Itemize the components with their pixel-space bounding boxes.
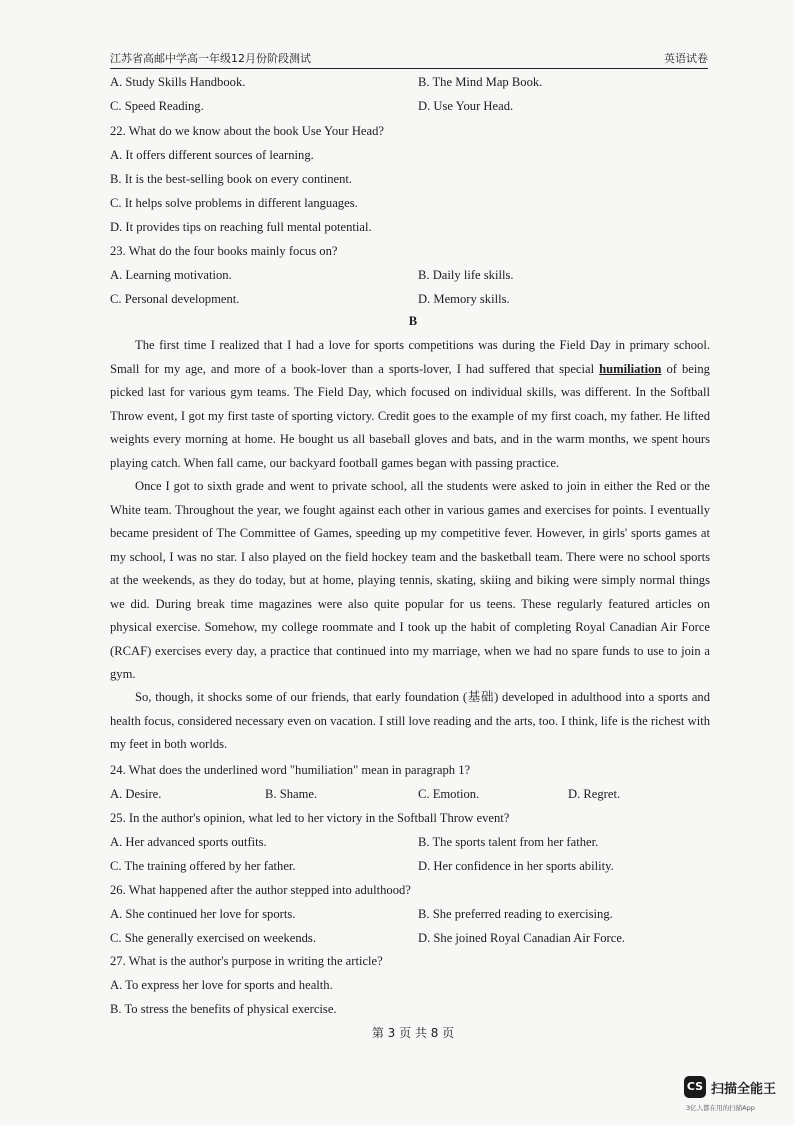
page-number: 第 3 页 共 8 页 xyxy=(371,1026,455,1040)
header-subject: 英语试卷 xyxy=(664,52,708,65)
q23-option-a: A. Learning motivation. xyxy=(110,268,232,282)
q24-option-a: A. Desire. xyxy=(110,787,162,801)
q21-option-c: C. Speed Reading. xyxy=(110,99,204,113)
passage-paragraph-2 xyxy=(110,475,710,687)
q26-option-a: A. She continued her love for sports. xyxy=(110,907,296,921)
q22-option-d: D. It provides tips on reaching full mental potential. xyxy=(110,220,372,234)
q25-option-c: C. The training offered by her father. xyxy=(110,859,296,873)
passage-paragraph-1 xyxy=(110,334,710,475)
q26-option-c: C. She generally exercised on weekends. xyxy=(110,931,316,945)
watermark-tagline: 3亿人都在用的扫描App xyxy=(686,1104,755,1112)
q27-option-a: A. To express her love for sports and health. xyxy=(110,978,333,992)
q24-option-b: B. Shame. xyxy=(265,787,318,801)
q23-option-b: B. Daily life skills. xyxy=(418,268,514,282)
q21-option-a: A. Study Skills Handbook. xyxy=(110,75,246,89)
q23-stem: 23. What do the four books mainly focus on? xyxy=(110,244,338,258)
q23-option-c: C. Personal development. xyxy=(110,292,240,306)
q25-option-a: A. Her advanced sports outfits. xyxy=(110,835,267,849)
section-b-heading: B xyxy=(408,314,418,328)
q25-option-d: D. Her confidence in her sports ability. xyxy=(418,859,614,873)
q25-stem: 25. In the author's opinion, what led to her victory in the Softball Throw event? xyxy=(110,811,510,825)
q21-option-b: B. The Mind Map Book. xyxy=(418,75,543,89)
q26-option-b: B. She preferred reading to exercising. xyxy=(418,907,613,921)
q24-stem: 24. What does the underlined word "humiliation" mean in paragraph 1? xyxy=(110,763,471,777)
q23-option-d: D. Memory skills. xyxy=(418,292,510,306)
q24-option-d: D. Regret. xyxy=(568,787,621,801)
q22-stem: 22. What do we know about the book Use Your Head? xyxy=(110,124,384,138)
page-header xyxy=(110,50,708,69)
q26-option-d: D. She joined Royal Canadian Air Force. xyxy=(418,931,626,945)
q22-option-c: C. It helps solve problems in different languages. xyxy=(110,196,358,210)
q27-stem: 27. What is the author's purpose in writing the article? xyxy=(110,954,383,968)
passage-p2-text: Once I got to sixth grade and went to private school, all the students were asked to join in either the Red or the White team. Throughout the year, we fought against each other in various games and exercises for points. I eventually became president of The Committee of Games, speeding up my competitive fever. However, in girls' sports games at my school, I was no star. I also played on the field hockey team and the basketball team. There were no school sports at the weekends, as they do today, but at home, playing tennis, skating, skiing and biking were simply normal things we did. During break time magazines were also quite popular for us teens. These regularly featured articles on physical exercise. Somehow, my college roommate and I took up the habit of completing Royal Canadian Air Force (RCAF) exercises every day, a practice that continued into my marriage, when we had no spare funds to use to join a gym. xyxy=(110,479,710,681)
q22-option-a: A. It offers different sources of learning. xyxy=(110,148,314,162)
q27-option-b: B. To stress the benefits of physical exercise. xyxy=(110,1002,337,1016)
passage-p1-before: The first time I realized that I had a love for sports competitions was during the Field Day in primary school. Small for my age, and more of a book-lover than a sports-lover, I had suffered that special xyxy=(110,338,710,376)
q24-option-c: C. Emotion. xyxy=(418,787,480,801)
underlined-word: humiliation xyxy=(599,361,662,376)
watermark-app-name: 扫描全能王 xyxy=(711,1082,777,1097)
q22-option-b: B. It is the best-selling book on every continent. xyxy=(110,172,353,186)
q21-option-d: D. Use Your Head. xyxy=(418,99,514,113)
q26-stem: 26. What happened after the author stepped into adulthood? xyxy=(110,883,411,897)
q25-option-b: B. The sports talent from her father. xyxy=(418,835,599,849)
passage-p1-after: of being picked last for various gym teams. The Field Day, which focused on individual skills, was different. In the Softball Throw event, I got my first taste of sporting victory. Credit goes to the example of my first coach, my father. He lifted weights every morning at home. He bought us all baseball gloves and bats, and in the warm months, we spent hours playing catch. When fall came, our backyard football games began with passing practice. xyxy=(110,361,710,470)
passage-paragraph-3 xyxy=(110,686,710,757)
camscanner-logo-icon: CS xyxy=(684,1076,706,1098)
scanner-watermark xyxy=(684,1076,784,1116)
header-school: 江苏省高邮中学高一年级12月份阶段测试 xyxy=(110,52,311,65)
passage-p3-text: So, though, it shocks some of our friends, that early foundation (基础) developed in adulthood into a sports and health focus, considered necessary even on vacation. I still love reading and the arts, too. I think, life is the richest with my feet in both worlds. xyxy=(110,690,710,751)
